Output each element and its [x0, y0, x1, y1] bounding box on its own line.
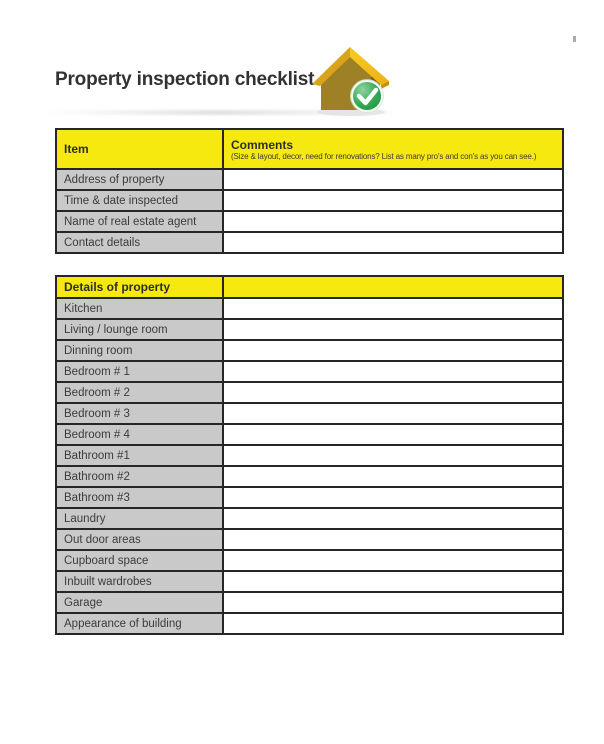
row-label: Bathroom #3 — [56, 487, 223, 508]
comments-column-header — [223, 129, 563, 169]
row-label: Address of property — [56, 169, 223, 190]
comment-fill-area[interactable] — [223, 382, 563, 403]
intro-table-header-row — [56, 129, 563, 169]
row-label: Bedroom # 3 — [56, 403, 223, 424]
row-label: Bedroom # 1 — [56, 361, 223, 382]
row-label: Contact details — [56, 232, 223, 253]
comment-fill-area[interactable] — [223, 550, 563, 571]
comment-fill-area[interactable] — [223, 592, 563, 613]
comment-fill-area[interactable] — [223, 190, 563, 211]
row-label: Garage — [56, 592, 223, 613]
table-row — [56, 613, 563, 634]
comment-fill-area[interactable] — [223, 361, 563, 382]
table-row — [56, 403, 563, 424]
table-row — [56, 445, 563, 466]
row-label: Bathroom #1 — [56, 445, 223, 466]
row-label: Appearance of building — [56, 613, 223, 634]
table-row — [56, 571, 563, 592]
table-row — [56, 508, 563, 529]
comment-fill-area[interactable] — [223, 211, 563, 232]
row-label: Living / lounge room — [56, 319, 223, 340]
table-row — [56, 466, 563, 487]
page-title: Property inspection checklist — [55, 69, 315, 90]
comment-fill-area[interactable] — [223, 508, 563, 529]
table-row — [56, 211, 563, 232]
comment-fill-area[interactable] — [223, 232, 563, 253]
comments-header-label: Comments — [231, 137, 294, 152]
comment-fill-area[interactable] — [223, 424, 563, 445]
row-label: Name of real estate agent — [56, 211, 223, 232]
row-label: Bedroom # 4 — [56, 424, 223, 445]
table-row — [56, 592, 563, 613]
comment-fill-area[interactable] — [223, 298, 563, 319]
table-row — [56, 190, 563, 211]
house-icon — [309, 41, 397, 117]
comment-fill-area[interactable] — [223, 571, 563, 592]
item-column-header — [56, 129, 223, 169]
comment-fill-area[interactable] — [223, 445, 563, 466]
table-row — [56, 340, 563, 361]
comment-fill-area[interactable] — [223, 466, 563, 487]
row-label: Kitchen — [56, 298, 223, 319]
details-table — [55, 275, 564, 635]
comment-fill-area[interactable] — [223, 529, 563, 550]
item-header-label: Item — [64, 142, 89, 156]
row-label: Bedroom # 2 — [56, 382, 223, 403]
row-label: Laundry — [56, 508, 223, 529]
comment-fill-area[interactable] — [223, 340, 563, 361]
table-row — [56, 424, 563, 445]
row-label: Out door areas — [56, 529, 223, 550]
row-label: Inbuilt wardrobes — [56, 571, 223, 592]
house-checkmark-graphic — [309, 41, 397, 117]
intro-table — [55, 128, 564, 254]
comment-fill-area[interactable] — [223, 487, 563, 508]
details-table-header-row — [56, 276, 563, 298]
comment-fill-area[interactable] — [223, 613, 563, 634]
row-label: Bathroom #2 — [56, 466, 223, 487]
table-row — [56, 529, 563, 550]
details-header-cell — [56, 276, 223, 298]
table-row — [56, 382, 563, 403]
table-row — [56, 298, 563, 319]
comment-fill-area[interactable] — [223, 319, 563, 340]
table-row — [56, 319, 563, 340]
row-label: Cupboard space — [56, 550, 223, 571]
details-table-section — [55, 275, 564, 664]
comments-header-hint: (Size & layout, decor, need for renovations? List as many pro's and con's as you can see.) — [231, 151, 537, 161]
table-row — [56, 487, 563, 508]
table-row — [56, 169, 563, 190]
scan-artifact-mark — [573, 36, 576, 42]
comment-fill-area[interactable] — [223, 169, 563, 190]
comment-fill-area[interactable] — [223, 403, 563, 424]
row-label: Time & date inspected — [56, 190, 223, 211]
checkmark-badge-icon — [352, 81, 382, 111]
details-header-label: Details of property — [64, 280, 171, 294]
row-label: Dinning room — [56, 340, 223, 361]
intro-table-section — [55, 128, 564, 254]
table-row — [56, 361, 563, 382]
table-row — [56, 232, 563, 253]
table-row — [56, 550, 563, 571]
details-header-empty-cell — [223, 276, 563, 298]
